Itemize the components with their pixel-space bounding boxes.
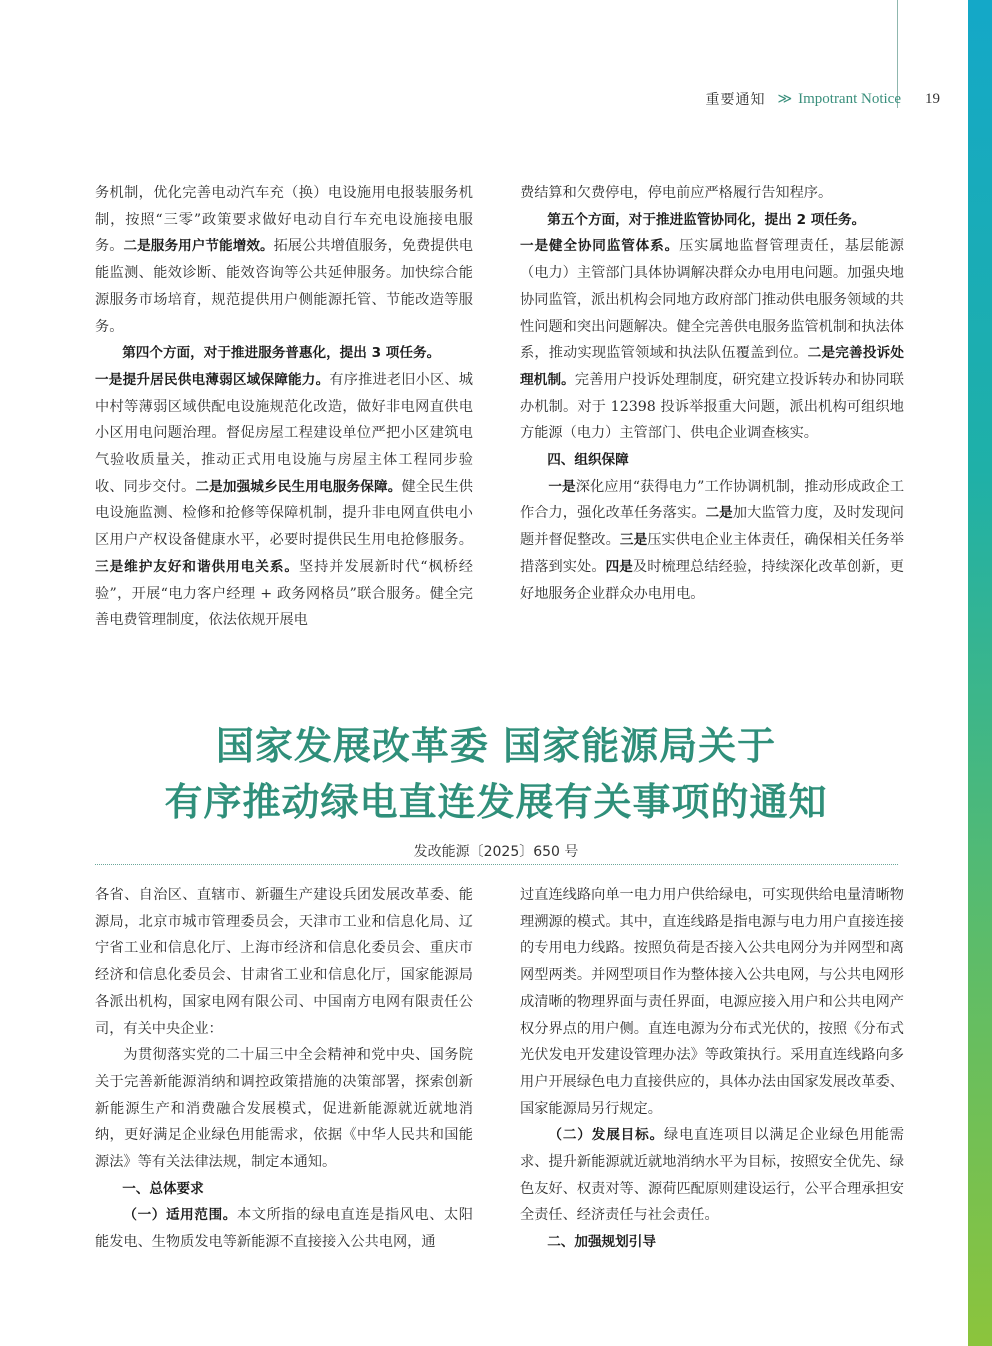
paragraph — [520, 233, 904, 447]
body-text: 绿电直连项目以满足企业绿色用能需求、提升新能源就近就地消纳水平为目标，按照安全优先、绿色友好、权责对等、源荷匹配原则建设运行，公平合理承担安全责任、经济责任与社会责任。 — [520, 1127, 904, 1224]
document-number: 发改能源〔2025〕650 号 — [413, 844, 579, 860]
body-text: 各省、自治区、直辖市、新疆生产建设兵团发展改革委、能源局，北京市城市管理委员会，天津市工业和信息化局、辽宁省工业和信息化厅、上海市经济和信息化委员会、重庆市经济和信息化委员会、甘肃省工业和信息化厅，国家能源局各派出机构，国家电网有限公司、中国南方电网有限责任公司，有关中央企业： — [95, 887, 473, 1037]
body-text: 为贯彻落实党的二十届三中全会精神和党中央、国务院关于完善新能源消纳和调控政策措施的决策部署，探索创新新能源生产和消费融合发展模式，促进新能源就近就地消纳，更好满足企业绿色用能需求，依据《中华人民共和国能源法》等有关法律法规，制定本通知。 — [95, 1047, 473, 1171]
body-text: 务机制，优化完善电动汽车充（换）电设施用电报装服务机制，按照“三零”政策要求做好电动自行车充电设施接电服务。 — [95, 185, 473, 255]
body-text: 坚持并发展新时代“枫桥经验”，开展“电力客户经理 + 政务网格员”联合服务。健全完善电费管理制度，依法依规开展电 — [95, 558, 473, 629]
top-right-column — [520, 180, 904, 607]
paragraph — [520, 180, 904, 207]
body-text: 加大监管力度，及时发现问题并督促整改。 — [520, 505, 904, 549]
bold-lead-text: 二是完善投诉处理机制。 — [520, 345, 904, 388]
body-text: 本文所指的绿电直连是指风电、太阳能发电、生物质发电等新能源不直接接入公共电网，通 — [95, 1207, 473, 1251]
bold-lead-text: （二）发展目标。 — [548, 1127, 665, 1144]
body-text: 健全民生供电设施监测、检修和抢修等保障机制，提升非电网直供电小区用户产权设备健康水平，必要时提供民生用电抢修服务。 — [95, 478, 473, 549]
bold-lead-text: 二是加强城乡民生用电服务保障。 — [195, 478, 402, 495]
section-heading: 第四个方面，对于推进服务普惠化，提出 3 项任务。 — [122, 345, 441, 362]
section-title-cn: 重要通知 — [705, 92, 766, 108]
bold-lead-text: 一是健全协同监管体系。 — [520, 238, 680, 255]
paragraph — [95, 367, 473, 634]
bold-lead-text: 四是 — [605, 558, 633, 575]
bold-lead-text: （一）适用范围。 — [123, 1207, 237, 1224]
bottom-right-column — [520, 882, 904, 1256]
paragraph — [95, 882, 473, 1042]
body-text: 及时梳理总结经验，持续深化改革创新，更好地服务企业群众办电用电。 — [520, 558, 904, 602]
paragraph — [95, 1042, 473, 1176]
section-heading: 四、组织保障 — [547, 452, 629, 469]
body-text: 压实属地监督管理责任，基层能源（电力）主管部门具体协调解决群众办电用电问题。加强央地协同监管，派出机构会同地方政府部门推动供电服务领域的共性问题和突出问题解决。健全完善供电服务监管机制和执法体系，推动实现监管领域和执法队伍覆盖到位。 — [520, 238, 904, 362]
paragraph — [520, 882, 904, 1122]
bottom-left-column — [95, 882, 473, 1256]
paragraph — [520, 474, 904, 608]
double-chevron-icon: ≫ — [777, 91, 793, 107]
paragraph — [95, 1202, 473, 1255]
bold-lead-text: 二是服务用户节能增效。 — [123, 238, 274, 255]
side-color-bar — [968, 0, 992, 1346]
bold-lead-text: 三是维护友好和谐供用电关系。 — [95, 558, 299, 575]
section-heading: 一、总体要求 — [122, 1180, 204, 1197]
body-text: 深化应用“获得电力”工作协调机制，推动形成政企工作合力，强化改革任务落实。 — [520, 478, 905, 522]
page-header — [600, 88, 940, 110]
section-title-en: Impotrant Notice — [798, 90, 901, 107]
top-left-column — [95, 180, 473, 634]
body-text: 过直连线路向单一电力用户供给绿电，可实现供给电量清晰物理溯源的模式。其中，直连线路是指电源与电力用户直接连接的专用电力线路。按照负荷是否接入公共电网分为并网型和离网型两类。并网型项目作为整体接入公共电网，与公共电网形成清晰的物理界面与责任界面，电源应接入用户和公共电网产权分界点的用户侧。直连电源为分布式光伏的，按照《分布式光伏发电开发建设管理办法》等政策执行。采用直连线路向多用户开展绿色电力直接供应的，具体办法由国家发展改革委、国家能源局另行规定。 — [520, 887, 904, 1117]
section-heading: 第五个方面，对于推进监管协同化，提出 2 项任务。 — [547, 211, 866, 228]
bold-lead-text: 二是 — [705, 505, 733, 522]
body-text: 完善用户投诉处理制度，研究建立投诉转办和协同联办机制。对于 12398 投诉举报重大问题，派出机构可组织地方能源（电力）主管部门、供电企业调查核实。 — [520, 371, 904, 442]
paragraph — [520, 1122, 904, 1229]
bold-lead-text: 三是 — [619, 532, 648, 549]
article-title — [60, 718, 932, 830]
body-text: 压实供电企业主体责任，确保相关任务举措落到实处。 — [520, 532, 904, 575]
body-text: 有序推进老旧小区、城中村等薄弱区域供配电设施规范化改造，做好非电网直供电小区用电问题治理。督促房屋工程建设单位严把小区建筑电气验收质量关，推动正式用电设施与房屋主体工程同步验收、同步交付。 — [95, 371, 473, 495]
page-number: 19 — [925, 90, 940, 107]
bold-lead-text: 一是 — [548, 478, 576, 495]
body-text: 拓展公共增值服务，免费提供电能监测、能效诊断、能效咨询等公共延伸服务。加快综合能源服务市场培育，规范提供用户侧能源托管、节能改造等服务。 — [95, 238, 473, 335]
bold-lead-text: 一是提升居民供电薄弱区域保障能力。 — [95, 371, 330, 388]
article-title-line1: 国家发展改革委 国家能源局关于 — [215, 723, 777, 768]
dotted-divider — [95, 864, 898, 865]
article-title-line2: 有序推动绿电直连发展有关事项的通知 — [164, 779, 828, 824]
body-text: 费结算和欠费停电，停电前应严格履行告知程序。 — [520, 185, 833, 201]
section-heading: 二、加强规划引导 — [547, 1234, 656, 1251]
paragraph — [95, 180, 473, 340]
